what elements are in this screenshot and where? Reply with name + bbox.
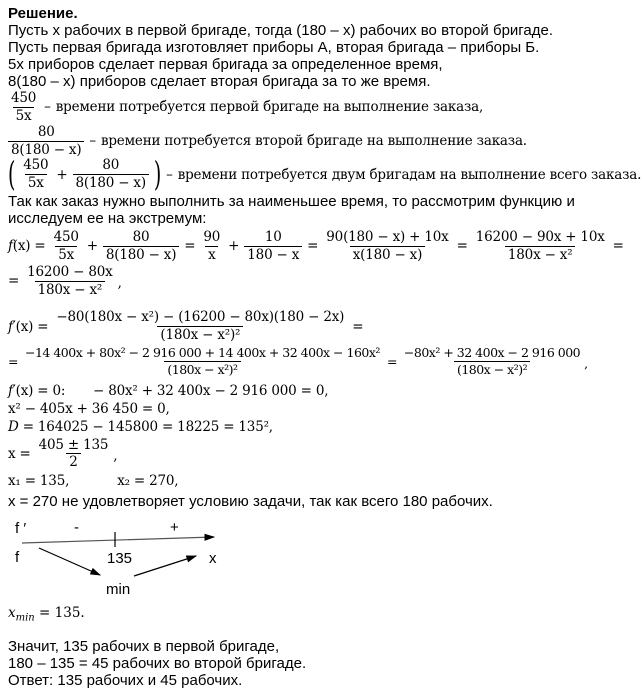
fraction: $\frac{\text{−80x² + 32 400x − 2 916 000}}{\text{(180x − x²)²}}$ bbox=[403, 345, 581, 377]
dash: – bbox=[166, 166, 173, 183]
sign-diagram bbox=[10, 518, 592, 603]
min-label: min bbox=[106, 581, 131, 599]
roots-values-row bbox=[8, 472, 592, 490]
intro-line-4: 8(180 – x) приборов сделает вторая бригада за то же время. bbox=[8, 73, 431, 90]
roots-formula-row bbox=[8, 438, 592, 471]
axis-line bbox=[22, 537, 214, 543]
fraction: $\frac{450}{5x}$ bbox=[53, 229, 79, 263]
conclusion bbox=[8, 638, 592, 689]
derivative-zero-label: f′(x) = 0: bbox=[8, 382, 66, 399]
increasing-arrow bbox=[134, 556, 196, 576]
x-axis-label: x bbox=[209, 550, 217, 568]
answer-line: Ответ: 135 рабочих и 45 рабочих. bbox=[8, 672, 243, 689]
conclusion-line-2: 180 – 135 = 45 рабочих во второй бригаде. bbox=[8, 655, 307, 672]
plus-operator: + bbox=[86, 238, 98, 255]
x-equals: x = bbox=[8, 445, 31, 462]
time-statement-second-brigade bbox=[8, 125, 592, 158]
comma: , bbox=[113, 448, 118, 465]
equals-operator: = bbox=[386, 353, 397, 369]
consider-paragraph-line-2: исследуем ее на экстремум: bbox=[8, 210, 207, 228]
derivative-name: f′(x) = bbox=[8, 318, 49, 335]
plus-operator: + bbox=[228, 238, 240, 255]
plus-operator: + bbox=[56, 166, 68, 183]
derivative-equation-row bbox=[8, 310, 592, 343]
comma: , bbox=[584, 355, 588, 371]
fraction: $\frac{80}{8(180 - x)}$ bbox=[8, 125, 84, 158]
critical-point-row bbox=[8, 382, 592, 400]
equals-operator: = bbox=[612, 238, 624, 255]
fraction: $\frac{\text{−14 400x + 80x² − 2 916 000 + 14 400x + 32 400x − 160x²}}{\text{(180x − x²)²}}$ bbox=[24, 345, 380, 377]
dash: – bbox=[89, 133, 96, 150]
time-statement-both-brigades bbox=[8, 155, 641, 194]
close-paren: ) bbox=[153, 155, 162, 194]
time-statement-text: времени потребуется двум бригадам на выполнение всего заказа. bbox=[177, 166, 641, 183]
consider-paragraph-line-1: Так как заказ нужно выполнить за наименьшее время, то рассмотрим функцию и bbox=[8, 193, 575, 211]
function-name: f(x) = bbox=[8, 238, 46, 255]
time-statement-first-brigade bbox=[8, 91, 592, 124]
fx-equation-row bbox=[8, 229, 624, 263]
equals-operator: = bbox=[8, 353, 18, 369]
fraction: $\frac{16200 - 80x}{\text{180x − x²}}$ bbox=[27, 263, 113, 298]
equals-operator: = bbox=[352, 318, 364, 335]
time-statement-text: времени потребуется первой бригаде на выполнение заказа, bbox=[55, 99, 484, 116]
comma: , bbox=[117, 275, 122, 292]
equals-operator: = bbox=[184, 238, 196, 255]
f-label: f bbox=[15, 549, 20, 567]
derivative-continuation-row bbox=[8, 346, 592, 377]
fx-continuation-row bbox=[8, 265, 592, 298]
fraction: $\frac{450}{5x}$ bbox=[23, 157, 49, 192]
fraction: $\frac{80}{8(180 - x)}$ bbox=[103, 230, 179, 263]
fraction: $\frac{\text{−80(180x − x²) − (16200 − 80x)(180 − 2x)}}{\text{(180x − x²)²}}$ bbox=[56, 309, 345, 344]
root-2-value: x₂ = 270, bbox=[117, 473, 179, 490]
dash: – bbox=[44, 99, 51, 116]
plus-sign: + bbox=[170, 519, 179, 537]
minus-sign: - bbox=[74, 519, 79, 537]
sign-diagram-svg bbox=[10, 518, 240, 598]
tick-value-label: 135 bbox=[107, 550, 133, 568]
constraint-note: x = 270 не удовлетворяет условию задачи, так как всего 180 рабочих. bbox=[8, 493, 493, 511]
root-1-value: x₁ = 135, bbox=[8, 473, 70, 490]
open-paren: ( bbox=[8, 155, 16, 194]
fraction: $\frac{450}{5x}$ bbox=[11, 90, 37, 124]
intro-line-3: 5x приборов сделает первая бригада за определенное время, bbox=[8, 56, 443, 73]
f-prime-label: f ′ bbox=[15, 520, 27, 538]
fraction: $\frac{80}{8(180 - x)}$ bbox=[73, 158, 149, 191]
reduced-quadratic-row: x² − 405x + 36 450 = 0, bbox=[8, 400, 170, 417]
fraction: $\frac{10}{180 - x}$ bbox=[244, 230, 302, 263]
fraction: $\frac{16200 - 90x + 10x}{\text{180x − x²}}$ bbox=[475, 229, 605, 263]
equals-operator: = bbox=[307, 238, 319, 255]
decreasing-arrow bbox=[39, 548, 100, 575]
fraction: $\frac{405 \pm 135}{2}$ bbox=[38, 436, 109, 471]
conclusion-line-1: Значит, 135 рабочих в первой бригаде, bbox=[8, 638, 280, 655]
time-statement-text: времени потребуется второй бригаде на выполнение заказа. bbox=[100, 133, 527, 150]
fraction: $\frac{90}{x}$ bbox=[203, 229, 221, 263]
xmin-result: $x_{min} = 135$. bbox=[8, 605, 85, 624]
intro-line-2: Пусть первая бригада изготовляет приборы А, вторая бригада – приборы Б. bbox=[8, 39, 540, 56]
equals-operator: = bbox=[456, 238, 468, 255]
equals-operator: = bbox=[8, 273, 20, 290]
fraction: $\frac{90(180 - x) + 10x}{x(180 - x)}$ bbox=[326, 229, 449, 263]
solution-heading: Решение. bbox=[8, 5, 78, 22]
intro-line-1: Пусть x рабочих в первой бригаде, тогда (180 – x) рабочих во второй бригаде. bbox=[8, 22, 554, 39]
discriminant-row: D = 164025 − 145800 = 18225 = 135², bbox=[8, 418, 273, 435]
quadratic-equation: − 80x² + 32 400x − 2 916 000 = 0, bbox=[93, 382, 329, 399]
